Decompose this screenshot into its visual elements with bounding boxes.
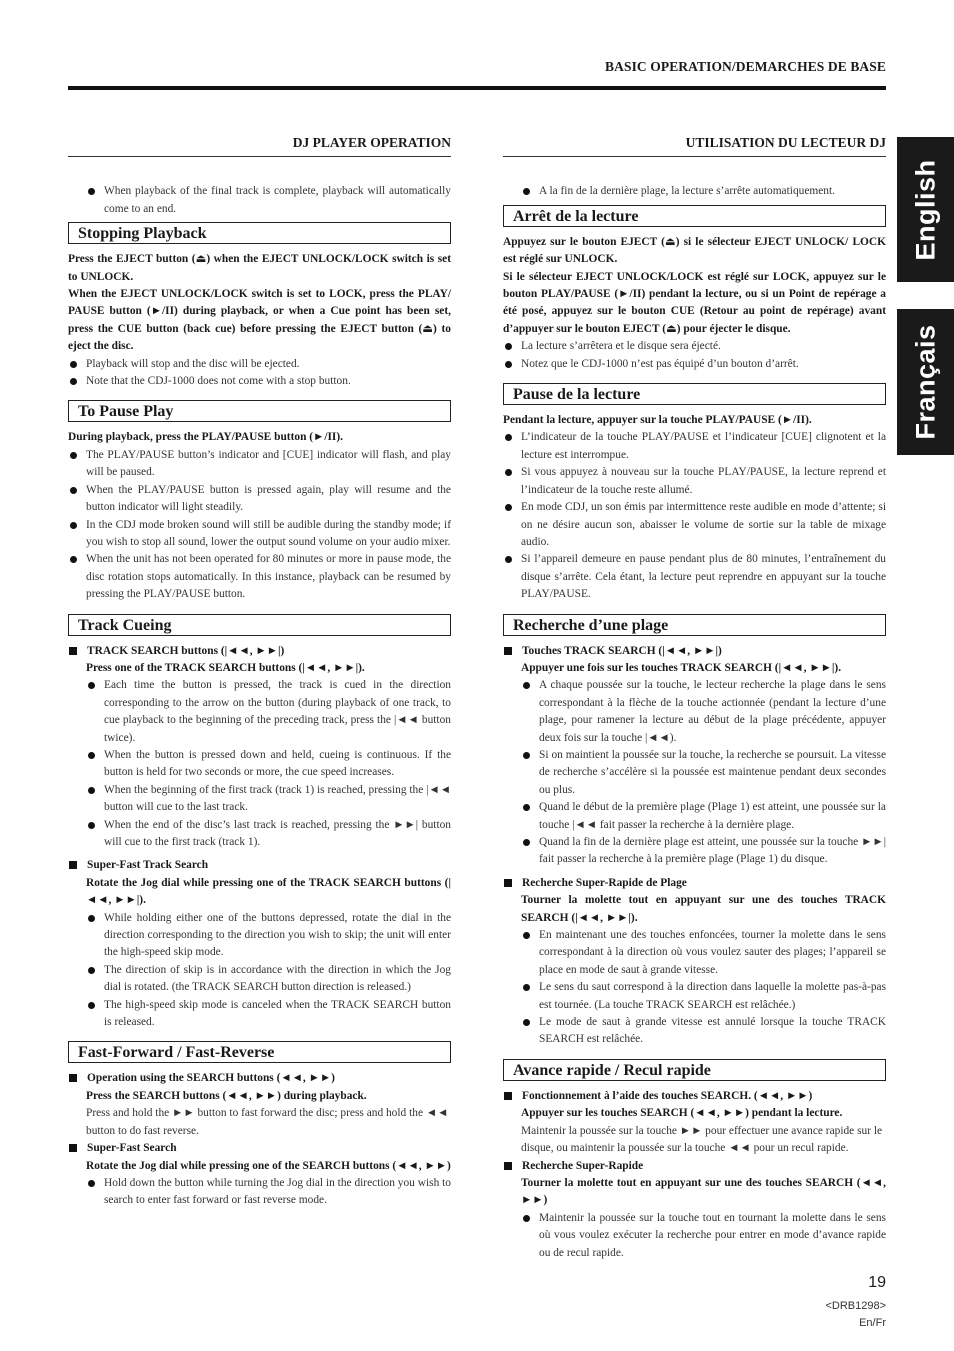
list-item: Maintenir la poussée sur la touche tout en tournant la molette dans le sens où vous voulez exécuter la recherche pour entrer en mode d’avance rapide ou de recul rapide.	[521, 1210, 886, 1262]
stop-instruction: Press the EJECT button (⏏) when the EJECT UNLOCK/LOCK switch is set to UNLOCK.	[68, 253, 451, 283]
tab-english[interactable]	[897, 137, 954, 282]
list-item: Hold down the button while turning the Jog dial in the direction you wish to search to enter fast forward or fast reverse mode.	[86, 1175, 451, 1210]
list-item: En mode CDJ, un son émis par intermittence reste audible en mode d’attente; si on ne désire aucun son, abaisser le volume de sortie sur la table de mixage audio.	[503, 499, 886, 551]
tab-francais[interactable]	[897, 309, 954, 455]
intro-bullet: A la fin de la dernière plage, la lecture s’arrête automatiquement.	[521, 183, 886, 200]
list-item: The direction of skip is in accordance with the direction in which the Jog dial is rotated. (the TRACK SEARCH button direction is released.)	[86, 962, 451, 997]
section-heading-pause: Pause de la lecture	[503, 383, 886, 405]
language-code: En/Fr	[859, 1317, 886, 1329]
list-item: The high-speed skip mode is canceled when the TRACK SEARCH button is released.	[86, 997, 451, 1032]
subheading: Fonctionnement à l’aide des touches SEARCH. (◄◄, ►►)	[503, 1088, 886, 1105]
english-column	[68, 134, 451, 1210]
stop-instruction-lock: When the EJECT UNLOCK/LOCK switch is set to LOCK, press the PLAY/ PAUSE button (►/II) during playback, or when a Cue point has been set, press the CUE button (back cue) before pressing the EJECT button (⏏) to eject the disc.	[68, 288, 451, 353]
list-item: The PLAY/PAUSE button’s indicator and [CUE] indicator will flash, and play will be paused.	[68, 447, 451, 482]
sub-instruction: Press the SEARCH buttons (◄◄, ►►) during playback.	[86, 1089, 367, 1102]
section-heading-ff: Fast-Forward / Fast-Reverse	[68, 1041, 451, 1063]
section-heading-pause: To Pause Play	[68, 400, 451, 422]
sub-instruction: Appuyer une fois sur les touches TRACK SEARCH (|◄◄, ►►|).	[521, 661, 842, 674]
section-heading-stop: Arrêt de la lecture	[503, 205, 886, 227]
column-title: UTILISATION DU LECTEUR DJ	[503, 134, 886, 157]
section-heading-cue: Recherche d’une plage	[503, 614, 886, 636]
sub-instruction: Rotate the Jog dial while pressing one of the SEARCH buttons (◄◄, ►►)	[86, 1159, 451, 1172]
list-item: Notez que le CDJ-1000 n’est pas équipé d’un bouton d’arrêt.	[503, 356, 886, 373]
list-item: Le sens du saut correspond à la direction dans laquelle la molette pas-à-pas est tournée. (La touche TRACK SEARCH est relâchée.)	[521, 979, 886, 1014]
list-item: En maintenant une des touches enfoncées, tourner la molette dans le sens correspondant à la direction où vous voulez sauter des plages; l’appareil se place en mode de saut à grande vitesse.	[521, 927, 886, 979]
list-item: Playback will stop and the disc will be ejected.	[68, 356, 451, 373]
subheading: Recherche Super-Rapide de Plage	[503, 875, 886, 892]
list-item: Each time the button is pressed, the track is cued in the direction corresponding to the arrow on the button (during playback of one track, to cue playback to the beginning of the preceding track, press the |◄◄ button twice).	[86, 677, 451, 747]
sub-instruction: Press one of the TRACK SEARCH buttons (|◄◄, ►►|).	[86, 661, 365, 674]
sub-instruction: Tourner la molette tout en appuyant sur une des touches TRACK SEARCH (|◄◄, ►►|).	[521, 894, 886, 924]
subheading: Touches TRACK SEARCH (|◄◄, ►►|)	[503, 643, 886, 660]
subheading: Super-Fast Track Search	[68, 857, 451, 874]
body-text: Press and hold the ►► button to fast forward the disc; press and hold the ◄◄ button to do fast reverse.	[86, 1107, 449, 1137]
body-text: Maintenir la poussée sur la touche ►► pour effectuer une avance rapide sur le disque, ou maintenir la poussée sur la touche ◄◄ pour un recul rapide.	[521, 1124, 883, 1155]
doc-code: <DRB1298>	[825, 1300, 886, 1312]
sub-instruction: Appuyer sur les touches SEARCH (◄◄, ►►) pendant la lecture.	[521, 1107, 843, 1120]
column-title: DJ PLAYER OPERATION	[68, 134, 451, 157]
list-item: Si l’appareil demeure en pause pendant plus de 80 minutes, l’entraînement du disque s’arrête. Cela étant, la lecture peut reprendre en appuyant sur la touche PLAY/PAUSE.	[503, 551, 886, 603]
list-item: Si vous appuyez à nouveau sur la touche PLAY/PAUSE, la lecture reprend et l’indicateur de la touche reste allumé.	[503, 464, 886, 499]
intro-bullet: When playback of the final track is complete, playback will automatically come to an end.	[86, 183, 451, 218]
stop-instruction-lock: Si le sélecteur EJECT UNLOCK/LOCK est réglé sur LOCK, appuyez sur le bouton PLAY/PAUSE (►/II) pendant la lecture, ou si un Point de repérage a été posé, appuyez sur le bouton CUE (Retour au point de repérage) avant d’appuyer sur le bouton EJECT (⏏) pour éjecter le disque.	[503, 270, 886, 335]
list-item: When the beginning of the first track (track 1) is reached, pressing the |◄◄ button will cue to the last track.	[86, 782, 451, 817]
list-item: While holding either one of the buttons depressed, rotate the dial in the direction corresponding to the direction you wish to skip; the unit will enter the high-speed skip mode.	[86, 910, 451, 962]
document-code	[760, 1298, 886, 1332]
french-column	[503, 134, 886, 1262]
section-heading-stop: Stopping Playback	[68, 222, 451, 244]
list-item: When the end of the disc’s last track is reached, pressing the ►►| button will cue to the first track (track 1).	[86, 817, 451, 852]
list-item: A chaque poussée sur la touche, le lecteur recherche la plage dans le sens correspondant à la flèche de la touche actionnée (pendant la lecture d’une plage, pour ramener la lecture au début de la plage précédente, appuyer deux fois sur la touche |◄◄).	[521, 677, 886, 747]
tab-english-label: English	[910, 158, 940, 261]
list-item: La lecture s’arrêtera et le disque sera éjecté.	[503, 338, 886, 355]
header-rule	[68, 86, 886, 90]
list-item: Le mode de saut à grande vitesse est annulé lorsque la touche TRACK SEARCH est relâchée.	[521, 1014, 886, 1049]
list-item: When the PLAY/PAUSE button is pressed again, play will resume and the button indicator will light steadily.	[68, 482, 451, 517]
list-item: Note that the CDJ-1000 does not come with a stop button.	[68, 373, 451, 390]
list-item: Si on maintient la poussée sur la touche, la recherche se poursuit. La vitesse de recherche s’accélère si la poussée est maintenue pendant deux secondes ou plus.	[521, 747, 886, 799]
list-item: Quand la fin de la dernière plage est atteint, une poussée sur la touche ►►| fait passer la recherche à la première plage (Plage 1) du disque.	[521, 834, 886, 869]
pause-instruction: Pendant la lecture, appuyer sur la touche PLAY/PAUSE (►/II).	[503, 414, 812, 427]
page-number: 19	[868, 1274, 886, 1291]
stop-instruction: Appuyez sur le bouton EJECT (⏏) si le sélecteur EJECT UNLOCK/ LOCK est réglé sur UNLOCK.	[503, 235, 886, 266]
sub-instruction: Rotate the Jog dial while pressing one of the TRACK SEARCH buttons (|◄◄, ►►|).	[86, 876, 451, 907]
pause-instruction: During playback, press the PLAY/PAUSE button (►/II).	[68, 431, 343, 444]
running-header: BASIC OPERATION/DEMARCHES DE BASE	[605, 59, 886, 74]
subheading: Super-Fast Search	[68, 1140, 451, 1157]
subheading: Operation using the SEARCH buttons (◄◄, ►►)	[68, 1070, 451, 1087]
tab-francais-label: Français	[910, 324, 940, 440]
section-heading-cue: Track Cueing	[68, 614, 451, 636]
list-item: In the CDJ mode broken sound will still be audible during the standby mode; if you wish to stop all sound, lower the output sound volume on your audio mixer.	[68, 517, 451, 552]
list-item: When the button is pressed down and held, cueing is continuous. If the button is held for two seconds or more, the cue speed increases.	[86, 747, 451, 782]
list-item: L’indicateur de la touche PLAY/PAUSE et l’indicateur [CUE] clignotent et la lecture est interrompue.	[503, 429, 886, 464]
list-item: When the unit has not been operated for 80 minutes or more in pause mode, the disc rotation stops automatically. In this instance, playback can be resumed by pressing the PLAY/PAUSE button.	[68, 551, 451, 603]
sub-instruction: Tourner la molette tout en appuyant sur une des touches SEARCH (◄◄, ►►)	[521, 1176, 886, 1207]
list-item: Quand le début de la première plage (Plage 1) est atteint, une poussée sur la touche |◄◄ fait passer la recherche à la dernière plage.	[521, 799, 886, 834]
section-heading-ff: Avance rapide / Recul rapide	[503, 1059, 886, 1081]
subheading: Recherche Super-Rapide	[503, 1158, 886, 1175]
subheading: TRACK SEARCH buttons (|◄◄, ►►|)	[68, 643, 451, 660]
